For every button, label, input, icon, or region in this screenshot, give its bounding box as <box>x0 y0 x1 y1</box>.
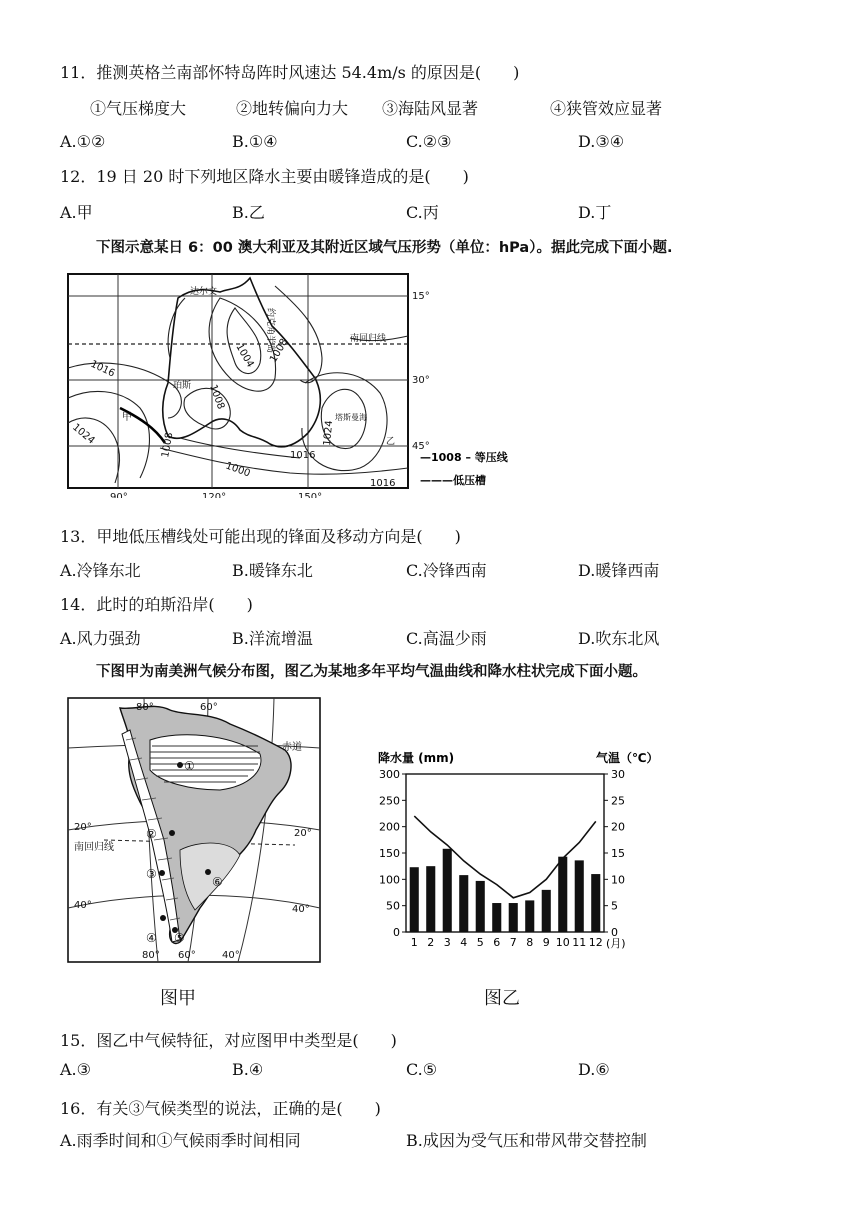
left-tick-label: 200 <box>379 820 400 834</box>
q15-option-a: A.③ <box>60 1060 91 1079</box>
map2-top-lon-80: 80° <box>136 702 154 713</box>
x-tick-label: 6 <box>493 936 501 949</box>
right-tick-label: 5 <box>611 899 618 913</box>
q15-option-b: B.④ <box>232 1060 264 1079</box>
q13-option-a: A.冷锋东北 <box>60 561 141 580</box>
map1-place-jia: 甲 <box>122 412 132 423</box>
precip-bar-10 <box>558 857 567 932</box>
right-tick-label: 15 <box>611 847 625 860</box>
map1-legend-trough: ———低压槽 <box>420 474 486 487</box>
q12-option-c: C.丙 <box>406 203 439 222</box>
q11-stem: 11．推测英格兰南部怀特岛阵时风速达 54.4m/s 的原因是( ) <box>60 63 520 82</box>
map2-region-1: ① <box>184 759 195 773</box>
x-tick-label: 9 <box>542 936 550 949</box>
map2-region-4: ④ <box>146 931 157 945</box>
map2-bottom-lon-80: 80° <box>142 950 160 961</box>
q12-option-b: B.乙 <box>232 203 265 222</box>
map2-lat-40-left: 40° <box>74 900 92 911</box>
map1-isobar-1008c: 1008 <box>160 431 176 459</box>
intro-south-america: 下图甲为南美洲气候分布图，图乙为某地多年平均气温曲线和降水柱状完成下面小题。 <box>96 664 647 680</box>
map1-isobar-1024a: 1024 <box>70 421 97 447</box>
left-tick-label: 50 <box>386 899 400 913</box>
map2-caption: 图甲 <box>160 988 196 1009</box>
q16-stem: 16．有关③气候类型的说法，正确的是( ) <box>60 1099 381 1118</box>
map1-lon-120: 120° <box>202 492 227 498</box>
left-tick-label: 300 <box>379 768 400 781</box>
q11-statement-2: ②地转偏向力大 <box>236 99 349 118</box>
map2-region-5: ⑤ <box>174 931 185 945</box>
map1-place-cape-york: 约克角半岛 <box>265 308 275 354</box>
precip-bar-5 <box>476 881 485 932</box>
q15-stem: 15．图乙中气候特征，对应图甲中类型是( ) <box>60 1031 397 1050</box>
q12-stem: 12．19 日 20 时下列地区降水主要由暖锋造成的是( ) <box>60 167 469 186</box>
q13-option-c: C.冷锋西南 <box>406 561 487 580</box>
q11-option-b: B.①④ <box>232 132 278 151</box>
q15-option-c: C.⑤ <box>406 1060 438 1079</box>
map1-place-tasman: 塔斯曼海 <box>335 413 367 422</box>
left-tick-label: 0 <box>393 926 400 939</box>
map1-place-darwin: 达尔文 <box>190 287 218 297</box>
q13-option-b: B.暖锋东北 <box>232 561 313 580</box>
map1-isobar-1008b: 1008 <box>207 383 227 411</box>
x-tick-label: 2 <box>427 936 435 949</box>
q11-option-d: D.③④ <box>578 132 625 151</box>
precip-bar-4 <box>459 875 468 932</box>
map1-isobar-1008a: 1008 <box>268 336 291 365</box>
q14-option-a: A.风力强劲 <box>60 629 141 648</box>
map2-bottom-lon-60: 60° <box>178 950 196 961</box>
australia-pressure-map <box>60 268 530 498</box>
precip-bar-7 <box>509 903 518 932</box>
map2-lat-20-right: 20° <box>294 828 312 839</box>
precip-bar-6 <box>492 903 501 932</box>
map1-lat-15: 15° <box>412 291 430 302</box>
precip-bar-11 <box>575 860 584 932</box>
q16-option-b: B.成因为受气压和带风带交替控制 <box>406 1131 647 1150</box>
map1-lon-150: 150° <box>298 492 323 498</box>
map2-top-lon-60: 60° <box>200 702 218 713</box>
q15-option-d: D.⑥ <box>578 1060 610 1079</box>
map1-place-tropic: 南回归线 <box>350 334 387 344</box>
q11-statement-1: ①气压梯度大 <box>90 99 187 118</box>
q16-option-a: A.雨季时间和①气候雨季时间相同 <box>60 1131 301 1150</box>
map2-bottom-lon-40: 40° <box>222 950 240 961</box>
map2-region-3: ③ <box>146 867 157 881</box>
south-america-climate-map <box>60 690 330 970</box>
q12-option-a: A.甲 <box>60 203 93 222</box>
precip-bar-1 <box>410 867 419 932</box>
right-tick-label: 10 <box>611 873 625 887</box>
map1-isobar-1016a: 1016 <box>88 358 117 380</box>
q12-option-d: D.丁 <box>578 203 612 222</box>
map1-legend-isobar: —1008 – 等压线 <box>420 451 508 464</box>
map2-equator-label: 赤道 <box>282 742 302 753</box>
map1-isobar-1016b: 1016 <box>290 450 316 461</box>
q11-option-c: C.②③ <box>406 132 452 151</box>
map2-lat-20-left: 20° <box>74 822 92 833</box>
map1-place-perth: 珀斯 <box>173 381 192 391</box>
q14-option-b: B.洋流增温 <box>232 629 313 648</box>
right-tick-label: 25 <box>611 794 625 808</box>
chart-left-axis-label: 降水量 (mm) <box>378 751 455 765</box>
map1-isobar-1004: 1004 <box>233 342 256 370</box>
x-tick-label: 12 <box>588 936 603 949</box>
left-tick-label: 250 <box>379 794 400 808</box>
q13-option-d: D.暖锋西南 <box>578 561 660 580</box>
chart-temperature-line <box>414 816 596 898</box>
chart-x-unit: (月) <box>606 937 626 950</box>
q11-statement-4: ④狭管效应显著 <box>550 99 663 118</box>
x-tick-label: 4 <box>460 936 468 949</box>
chart-caption: 图乙 <box>484 988 520 1009</box>
q14-stem: 14．此时的珀斯沿岸( ) <box>60 595 253 614</box>
chart-right-axis-label: 气温（℃） <box>596 751 659 765</box>
map1-lat-30: 30° <box>412 375 430 386</box>
map1-lon-90: 90° <box>110 492 128 498</box>
x-tick-label: 8 <box>526 936 534 949</box>
x-tick-label: 3 <box>443 936 451 949</box>
precip-bar-12 <box>591 874 600 932</box>
q11-statement-3: ③海陆风显著 <box>382 99 479 118</box>
left-tick-label: 150 <box>379 847 400 860</box>
map2-region-6: ⑥ <box>212 875 223 889</box>
precip-bar-8 <box>525 900 534 932</box>
map1-lat-45: 45° <box>412 441 430 452</box>
precip-bar-2 <box>426 866 435 932</box>
right-tick-label: 20 <box>611 820 625 834</box>
q14-option-d: D.吹东北风 <box>578 629 660 648</box>
x-tick-label: 10 <box>555 936 570 949</box>
x-tick-label: 1 <box>410 936 418 949</box>
map1-isobar-1024b: 1024 <box>322 419 336 447</box>
q11-option-a: A.①② <box>60 132 106 151</box>
precip-bar-3 <box>443 849 452 932</box>
right-tick-label: 0 <box>611 926 618 939</box>
precip-bar-9 <box>542 890 551 932</box>
chart-plot-frame <box>406 774 604 932</box>
x-tick-label: 5 <box>476 936 484 949</box>
q14-option-c: C.高温少雨 <box>406 629 487 648</box>
q13-stem: 13．甲地低压槽线处可能出现的锋面及移动方向是( ) <box>60 527 461 546</box>
map2-region-2: ② <box>146 827 157 841</box>
map2-lat-40-right: 40° <box>292 904 310 915</box>
x-tick-label: 7 <box>509 936 517 949</box>
map1-isobar-1016c: 1016 <box>370 478 396 489</box>
right-tick-label: 30 <box>611 768 625 781</box>
map2-tropic-label: 南回归线 <box>74 842 114 853</box>
intro-australia: 下图示意某日 6：00 澳大利亚及其附近区域气压形势（单位：hPa）。据此完成下面小题. <box>96 240 673 256</box>
map1-isobar-1000: 1000 <box>223 460 252 480</box>
left-tick-label: 100 <box>379 873 400 887</box>
map1-place-yi: 乙 <box>386 437 396 447</box>
climate-chart <box>370 740 670 955</box>
x-tick-label: 11 <box>572 936 587 949</box>
